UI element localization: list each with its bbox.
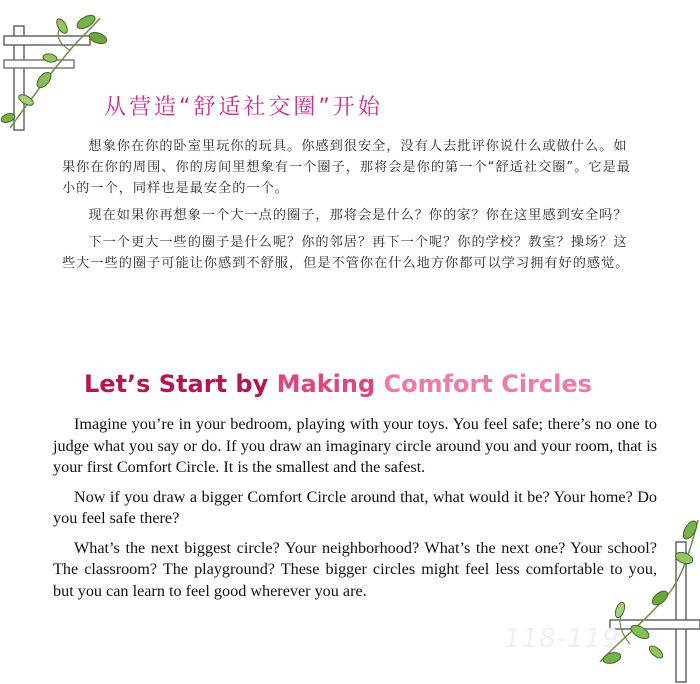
chinese-section-title: 从营造“舒适社交圈”开始 bbox=[104, 95, 383, 120]
page-number: 118-119 bbox=[504, 624, 620, 654]
chinese-body bbox=[62, 136, 632, 280]
chinese-paragraph: 下一个更大一些的圈子是什么呢？你的邻居？再下一个呢？你的学校？教室？操场？这些大一些的圈子可能让你感到不舒服，但是不管你在什么地方你都可以学习拥有好的感觉。 bbox=[62, 235, 630, 271]
english-paragraph: Now if you draw a bigger Comfort Circle around that, what would it be? Your home? Do you feel safe there? bbox=[53, 487, 657, 527]
english-section-title bbox=[84, 370, 592, 398]
english-title-part: Comfort Circles bbox=[383, 370, 592, 398]
chinese-paragraph: 想象你在你的卧室里玩你的玩具。你感到很安全，没有人去批评你说什么或做什么。如果你在你的周围、你的房间里想象有一个圈子，那将会是你的第一个“舒适社交圈”。它是最小的一个，同样也是最安全的一个。 bbox=[62, 139, 631, 196]
trellis-leaf-decoration bbox=[0, 0, 110, 135]
english-body bbox=[53, 414, 657, 610]
chinese-paragraph: 现在如果你再想象一个大一点的圈子，那将会是什么？你的家？你在这里感到安全吗？ bbox=[88, 208, 628, 223]
english-paragraph: What’s the next biggest circle? Your neighborhood? What’s the next one? Your school? The classroom? The playground? These bigger circles might feel less comfortable to you, but you can learn to feel good wherever you are. bbox=[53, 538, 657, 600]
english-title-part: Let’s Start by bbox=[84, 370, 277, 398]
english-paragraph: Imagine you’re in your bedroom, playing with your toys. You feel safe; there’s no one to judge what you say or do. If you draw an imaginary circle around you and your room, that is your first Comfort Circle. It is the smallest and the safest. bbox=[53, 415, 657, 476]
english-title-part: Making bbox=[276, 370, 384, 398]
